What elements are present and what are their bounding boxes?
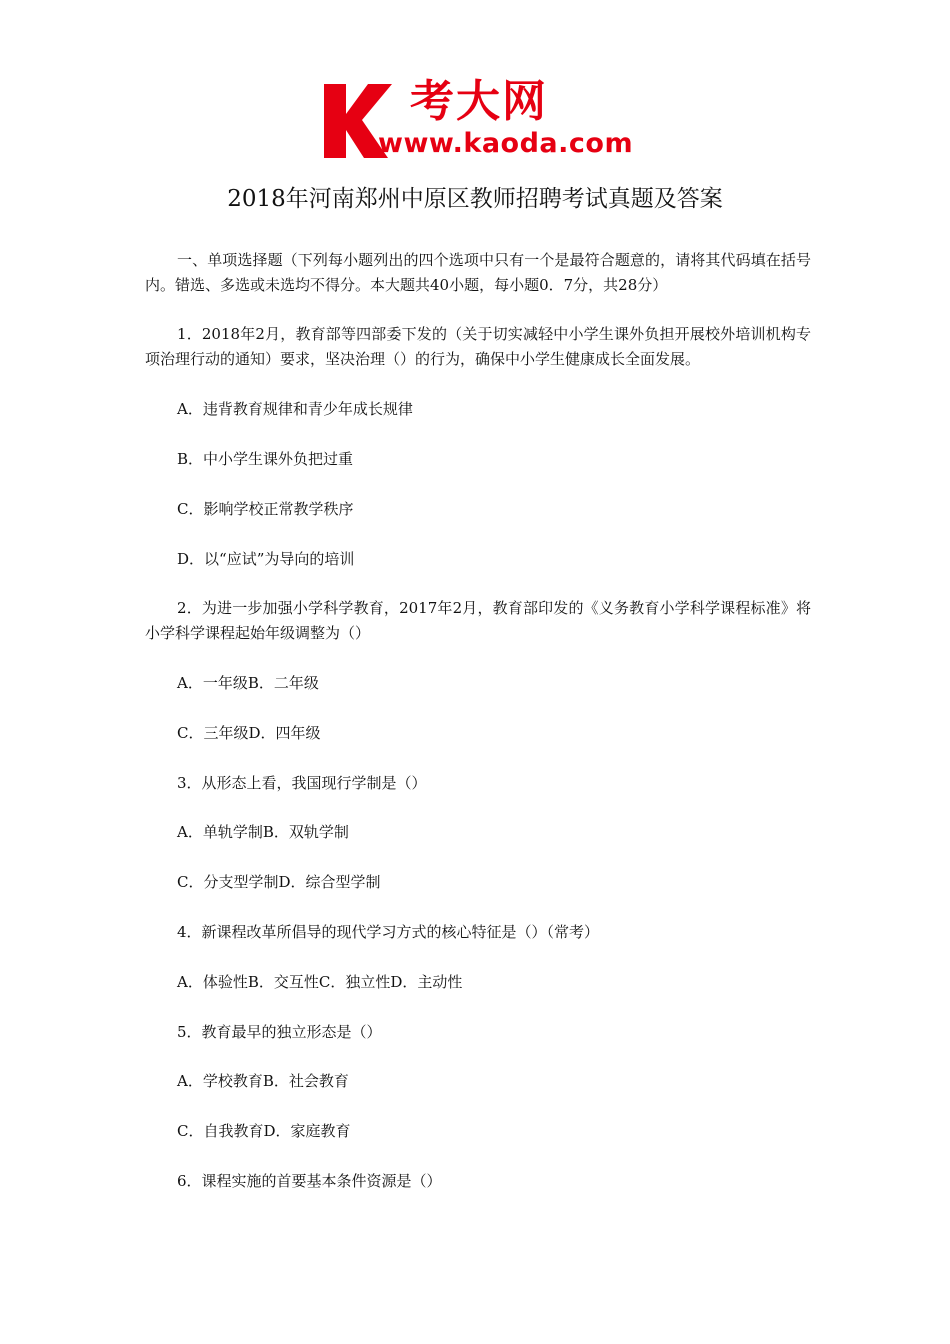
q2-options-cd: C．三年级D．四年级 — [177, 724, 321, 742]
logo-chinese-text: 考大网 — [410, 76, 548, 127]
q3-options-cd: C．分支型学制D．综合型学制 — [177, 873, 381, 891]
q3-options-ab: A．单轨学制B．双轨学制 — [177, 823, 349, 841]
page-title: 2018年河南郑州中原区教师招聘考试真题及答案 — [227, 186, 723, 212]
question-4: 4．新课程改革所倡导的现代学习方式的核心特征是（）（常考） — [177, 923, 600, 941]
question-2: 2．为进一步加强小学科学教育，2017年2月，教育部印发的《义务教育小学科学课程标准》将小学科学课程起始年级调整为（） — [145, 599, 811, 642]
kaoda-logo — [318, 78, 648, 160]
question-1: 1．2018年2月，教育部等四部委下发的（关于切实减轻中小学生课外负担开展校外培训机构专项治理行动的通知）要求，坚决治理（）的行为，确保中小学生健康成长全面发展。 — [145, 325, 811, 368]
q5-options-ab: A．学校教育B．社会教育 — [177, 1072, 349, 1090]
question-3: 3．从形态上看，我国现行学制是（） — [177, 774, 427, 792]
q4-options: A．体验性B．交互性C．独立性D．主动性 — [177, 973, 463, 991]
question-6: 6．课程实施的首要基本条件资源是（） — [177, 1172, 442, 1190]
q2-options-ab: A．一年级B．二年级 — [177, 674, 319, 692]
question-5: 5．教育最早的独立形态是（） — [177, 1023, 382, 1041]
q1-option-b: B．中小学生课外负把过重 — [177, 450, 354, 468]
q1-option-d: D．以“应试”为导向的培训 — [177, 550, 355, 568]
q1-option-c: C．影响学校正常教学秩序 — [177, 500, 354, 518]
q5-options-cd: C．自我教育D．家庭教育 — [177, 1122, 351, 1140]
section-intro: 一、单项选择题（下列每小题列出的四个选项中只有一个是最符合题意的，请将其代码填在括号内。错选、多选或未选均不得分。本大题共40小题，每小题0．7分，共28分） — [145, 251, 811, 294]
logo-url-text: www.kaoda.com — [378, 128, 634, 159]
q1-option-a: A．违背教育规律和青少年成长规律 — [177, 400, 413, 418]
